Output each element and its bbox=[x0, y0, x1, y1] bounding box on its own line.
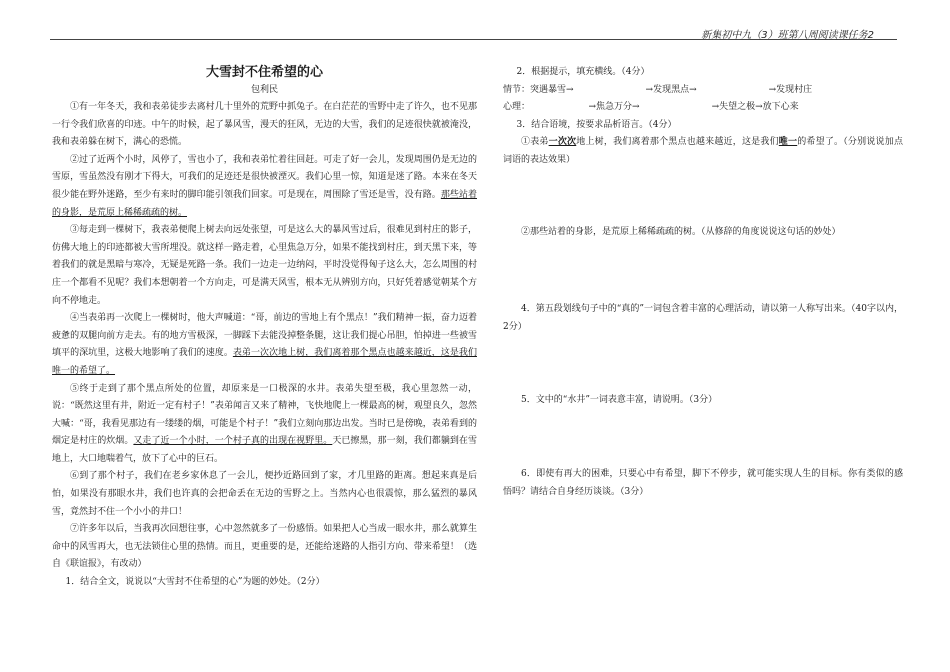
q3-1-part-e: 的希望了。（分别说说加点词语的表达效果） bbox=[503, 137, 903, 165]
header-title: 新集初中九（3）班第八周阅读课任务2 bbox=[701, 30, 874, 41]
paragraph-5-end: 天已擦黑，那一刻，我们都躺到在雪地上，大口地喘着气，放下了心中的巨石。 bbox=[52, 436, 477, 464]
paragraph-4 bbox=[52, 310, 477, 380]
question-4: 4．第五段划线句子中的“真的”一词包含着丰富的心理活动，请以第一人称写出来。（40字以内，2分） bbox=[503, 304, 903, 332]
answer-space bbox=[503, 336, 903, 392]
paragraph-2-text: ②过了近两个小时，风停了，雪也小了，我和表弟忙着往回赶。可走了好一会儿，发现周围仍是无边的雪原，雪虽然没有刚才下得大，可我们的足迹还是很快被湮灭。我们心里一惊，知道是迷了路。本来在冬天很少能在野外迷路，至少有来时的脚印能引领我们回家。可是现在，周围除了雪还是雪，没有路。 bbox=[52, 154, 477, 200]
answer-space bbox=[503, 410, 903, 466]
question-1: 1．结合全文，说说以“大雪封不住希望的心”为题的妙处。（2分） bbox=[65, 577, 325, 588]
paragraph-5-underlined: 又走了近一个小时，一个村子真的出现在视野里。 bbox=[133, 436, 333, 447]
article-title: 大雪封不住希望的心 bbox=[205, 65, 323, 80]
question-6: 6．即使有再大的困难，只要心中有希望，脚下不停步，就可能实现人生的目标。你有类似的感悟吗？请结合自身经历谈谈。（3分） bbox=[503, 468, 903, 497]
question-3-2: ②那些站着的身影，是荒原上稀稀疏疏的树。（从修辞的角度说说这句话的妙处） bbox=[521, 226, 841, 237]
q3-1-part-c: 地上树，我们离着那个黑点也越来越近，这是我们 bbox=[576, 137, 779, 148]
question-5: 5．文中的“水井”一词表意丰富，请说明。（3分） bbox=[521, 395, 718, 406]
paragraph-5 bbox=[52, 381, 477, 469]
paragraph-2 bbox=[52, 152, 477, 222]
q3-1-emphasis-2: 唯一 bbox=[778, 137, 798, 148]
article-author: 包利民 bbox=[250, 85, 278, 95]
answer-space bbox=[503, 170, 903, 224]
paragraph-3: ③每走到一棵树下，我表弟便爬上树去向远处张望，可是这么大的暴风雪过后，很难见到村庄的影子，仿佛大地上的印迹都被大雪所埋没。就这样一路走着，心里焦急万分，如果不能找到村庄，到天黑下来，等着我们的就是黑暗与寒冷，无疑是死路一条。我们一边走一边纳闷，平时没觉得匈子这么大，怎么周围的村庄一个都看不见呢？我们本想朝着一个方向走，可是满天风雪，根本无从辨别方向，只好凭着感觉朝某个方向不停地走。 bbox=[52, 225, 477, 306]
paragraph-7: ⑦许多年以后，当我再次回想往事，心中忽然就多了一份感悟。如果把人心当成一眼水井，那么就算生命中的风雪再大，也无法锁住心里的热情。而且，更重要的是，还能给迷路的人指引方向、带来希望！（选自《联谊报》，有改动） bbox=[52, 524, 477, 570]
questions-column bbox=[503, 64, 903, 501]
paragraph-1: ①有一年冬天，我和表弟徒步去离村几十里外的荒野中抓兔子。在白茫茫的雪野中走了许久，也不见那一行令我们欣喜的印迹。中午的时候，起了暴风雪，漫天的狂风，无边的大雪，我们的足迹很快就被淹没，我和表弟躲在树下，满心的恐慌。 bbox=[52, 102, 477, 148]
article-column bbox=[52, 64, 477, 592]
paragraph-6: ⑥到了那个村子，我们在老乡家休息了一会儿，便抄近路回到了家，才几里路的距离。想起来真是后怕，如果没有那眼水井，我们也许真的会把命丢在无边的雪野之上。当然内心也很震惊，那么猛烈的暴风雪，竟然封不住一个小小的井口！ bbox=[52, 471, 477, 517]
page-header bbox=[0, 0, 950, 40]
paragraph-2-underlined: 那些站着的身影，是荒原上稀稀疏疏的树。 bbox=[52, 189, 477, 218]
answer-space bbox=[503, 241, 903, 301]
q3-1-part-a: ①表弟 bbox=[521, 137, 549, 148]
question-2-mind-line: 心理： →焦急万分→ →失望之极→放下心来 bbox=[503, 102, 799, 113]
paragraph-5-text: ⑤终于走到了那个黑点所处的位置，却原来是一口极深的水井。表弟失望至极，我心里忽然一动，说：“既然这里有井，附近一定有村子！”表弟闻言又来了精神，飞快地爬上一棵最高的树，观望良久，忽然大喊：“哥，我看见那边有一缕缕的烟，可能是个村子！”我们立刻向那边出发。当时已是傍晚，表弟看到的烟定是村庄的炊烟。 bbox=[52, 383, 477, 447]
header-rule bbox=[50, 39, 897, 40]
question-3: 3．结合语境，按要求品析语言。（4分） bbox=[516, 119, 677, 130]
question-2-plot-line: 情节：突遇暴雪→ →发现黑点→ →发现村庄 bbox=[503, 84, 813, 95]
question-3-1 bbox=[503, 134, 903, 169]
paragraph-4-text: ④当表弟再一次爬上一棵树时，他大声喊道：“哥，前边的雪地上有个黑点！”我们精神一振，奋力迈着疲惫的双腿向前方走去。有的地方雪极深，一脚踩下去能没掉整条腿，这让我们提心吊胆，怕掉进一些被雪填平的深坑里，这极大地影响了我们的速度。 bbox=[52, 313, 477, 359]
paragraph-4-underlined: 表弟一次次地上树，我们离着那个黑点也越来越近，这是我们唯一的希望了。 bbox=[52, 348, 477, 376]
q3-1-emphasis-1: 一次次 bbox=[548, 137, 577, 148]
question-2: 2．根据提示，填充横线。（4分） bbox=[516, 67, 650, 77]
